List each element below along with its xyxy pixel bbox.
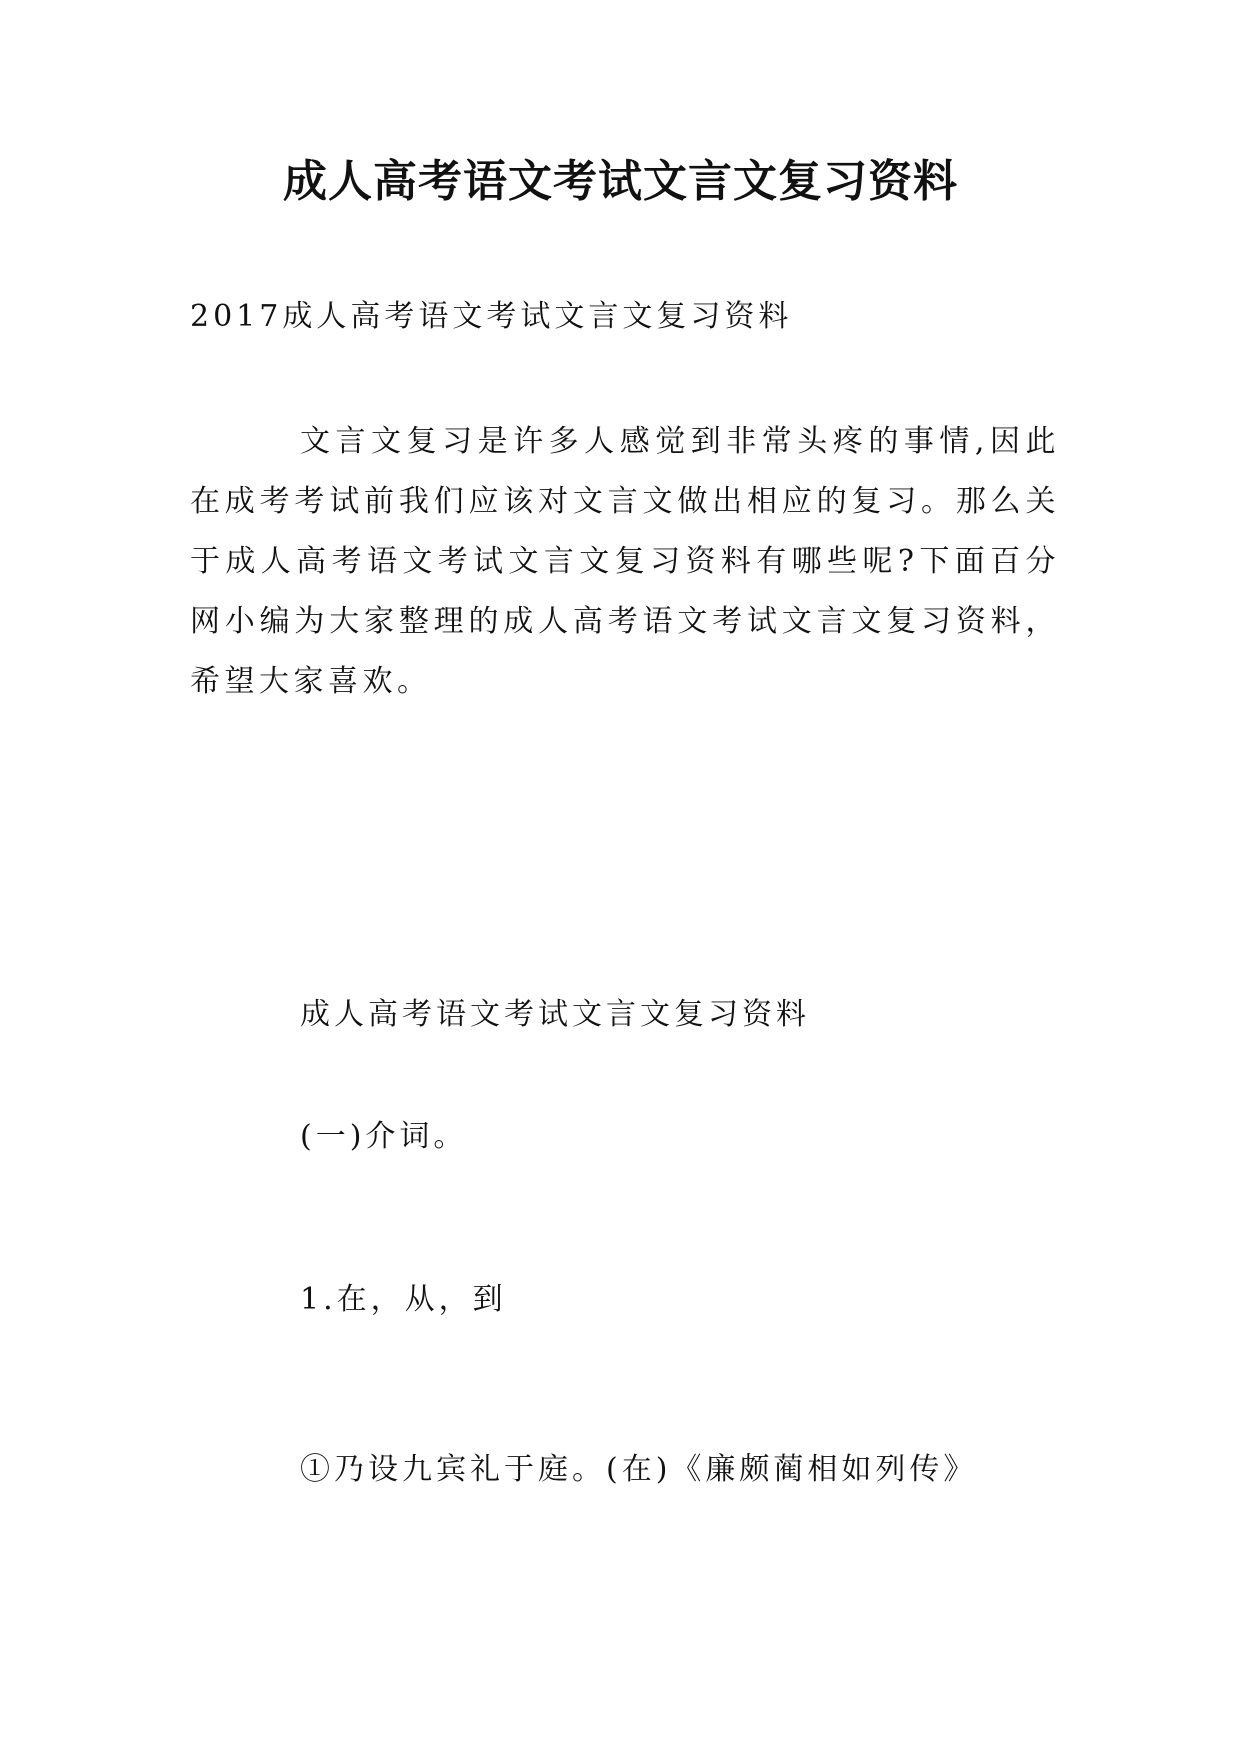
document-title: 成人高考语文考试文言文复习资料 bbox=[283, 156, 958, 207]
category-heading: (一)介词。 bbox=[300, 1119, 468, 1154]
example-sentence: ①乃设九宾礼于庭。(在)《廉颇蔺相如列传》 bbox=[300, 1452, 978, 1487]
section-heading: 成人高考语文考试文言文复习资料 bbox=[300, 997, 810, 1032]
document-subtitle: 2017成人高考语文考试文言文复习资料 bbox=[190, 299, 793, 334]
list-item: 1.在，从，到 bbox=[300, 1282, 507, 1317]
intro-paragraph: 文言文复习是许多人感觉到非常头疼的事情,因此在成考考试前我们应该对文言文做出相应的复习。那么关于成人高考语文考试文言文复习资料有哪些呢?下面百分网小编为大家整理的成人高考语文考试文言文复习资料，希望大家喜欢。 bbox=[190, 424, 1060, 699]
